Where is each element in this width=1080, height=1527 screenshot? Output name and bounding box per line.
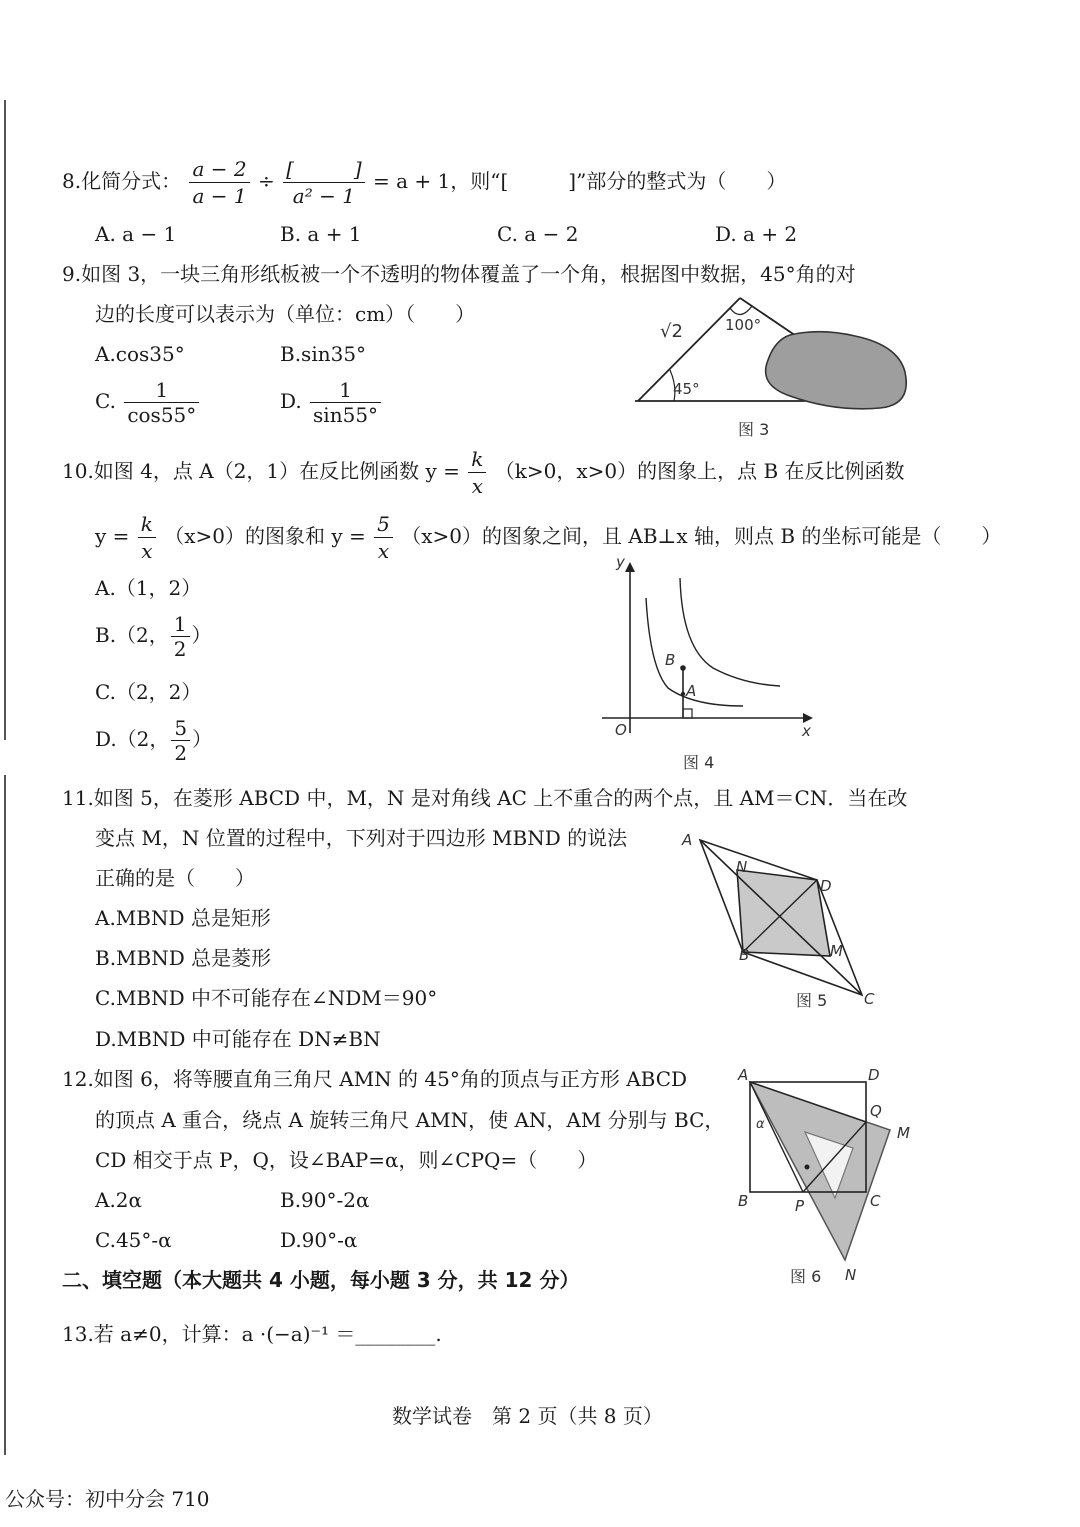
q8-f1-num: a − 2	[192, 157, 247, 181]
fig3-angle-left: 45°	[673, 380, 700, 398]
fig4-o-label: O	[615, 721, 627, 739]
q10-line-2-a: y =	[95, 524, 130, 548]
q9-option-d	[280, 378, 383, 427]
fig3-cover-blob	[766, 332, 907, 409]
q10-option-d-prefix: D.（2，	[95, 727, 170, 751]
q10-option-c: C.（2，2）	[95, 680, 202, 704]
q11-line-1: 11.如图 5，在菱形 ABCD 中，M，N 是对角线 AC 上不重合的两个点，且 AM＝CN．当在改	[62, 786, 908, 810]
section-2-title: 二、填空题（本大题共 4 小题，每小题 3 分，共 12 分）	[62, 1268, 580, 1292]
q13-line: 13.若 a≠0，计算：a ·(−a)⁻¹ ＝________.	[62, 1322, 442, 1346]
q11-line-2: 变点 M，N 位置的过程中，下列对于四边形 MBND 的说法	[95, 826, 628, 850]
q9-option-d-num: 1	[339, 378, 352, 402]
q12-option-c: C.45°-α	[95, 1228, 172, 1252]
q10-fraction-k-x-2	[138, 511, 156, 564]
fig4-y-label: y	[616, 553, 625, 571]
q9-option-c-num: 1	[155, 378, 169, 402]
fig4-x-label: x	[802, 722, 811, 740]
q10-option-a: A.（1，2）	[95, 576, 202, 600]
fig6-n-label: N	[845, 1266, 857, 1284]
q10-option-b-fraction	[171, 612, 190, 661]
q10-frac3-num: 5	[377, 512, 390, 536]
q10-line-1	[62, 444, 905, 499]
q8-fraction-1	[189, 156, 249, 209]
q11-option-b: B.MBND 总是菱形	[95, 946, 272, 970]
margin-line	[4, 100, 6, 740]
q10-option-b-prefix: B.（2，	[95, 623, 169, 647]
q9-line-1: 9.如图 3，一块三角形纸板被一个不透明的物体覆盖了一个角，根据图中数据，45°角的对	[62, 262, 856, 286]
fig6-a-label: A	[738, 1066, 749, 1084]
q8-eq: = a + 1，则“[ ]”部分的整式为（ ）	[373, 169, 787, 193]
q12-line-2: 的顶点 A 重合，绕点 A 旋转三角尺 AMN，使 AN，AM 分别与 BC，	[95, 1108, 725, 1132]
q10-option-b-den: 2	[171, 636, 190, 661]
fig6-d-label: D	[868, 1066, 880, 1084]
fig6-dot	[805, 1165, 810, 1170]
q10-line-2-c: （x>0）的图象之间，且 AB⊥x 轴，则点 B 的坐标可能是（ ）	[401, 524, 1002, 548]
fig5-m-label: M	[830, 942, 843, 960]
q8-option-b: B. a + 1	[280, 222, 362, 246]
fig6-b-label: B	[738, 1192, 749, 1210]
q10-fraction-5-x	[374, 511, 393, 564]
fig6-alpha-label: α	[756, 1117, 765, 1132]
q12-option-b: B.90°-2α	[280, 1188, 370, 1212]
q12-option-d: D.90°-α	[280, 1228, 358, 1252]
q11-option-d: D.MBND 中可能存在 DN≠BN	[95, 1027, 381, 1051]
q8-option-d: D. a + 2	[715, 222, 798, 246]
page-footer: 数学试卷 第 2 页（共 8 页）	[392, 1404, 663, 1428]
figure-6	[735, 1070, 915, 1270]
fig6-p-label: P	[795, 1197, 805, 1215]
fig5-n-label: N	[736, 858, 748, 876]
q11-option-c: C.MBND 中不可能存在∠NDM＝90°	[95, 986, 438, 1010]
fig4-y-arrow	[625, 562, 635, 572]
q8-prefix: 8.化简分式：	[62, 169, 182, 193]
fig5-a-label: A	[682, 831, 693, 849]
q12-line-3: CD 相交于点 P，Q，设∠BAP=α，则∠CPQ=（ ）	[95, 1148, 598, 1172]
fig5-c-label: C	[864, 990, 875, 1008]
q9-option-b: B.sin35°	[280, 342, 367, 366]
fig3-angle-top: 100°	[725, 316, 762, 334]
q9-option-d-den: sin55°	[310, 402, 381, 427]
fig6-caption: 图 6	[790, 1267, 822, 1286]
fig5-diagonal-ac	[700, 840, 862, 995]
fig5-caption: 图 5	[796, 991, 828, 1010]
figure-5	[690, 830, 890, 1005]
q9-option-c-fraction	[124, 378, 199, 427]
q10-frac3-den: x	[374, 537, 393, 564]
q10-option-d-den: 2	[171, 740, 190, 765]
q10-option-b	[95, 612, 212, 661]
q10-option-d-suffix: ）	[192, 727, 213, 751]
q10-option-b-num: 1	[173, 612, 187, 636]
q10-frac-den: x	[468, 472, 486, 499]
q9-line-2: 边的长度可以表示为（单位：cm）（ ）	[95, 302, 476, 326]
q9-option-d-prefix: D.	[280, 389, 302, 413]
fig3-side-label: √2	[660, 321, 683, 342]
fig4-right-angle	[683, 709, 692, 718]
q10-line-2	[95, 509, 1001, 564]
q9-option-c-prefix: C.	[95, 389, 116, 413]
q8-line	[62, 152, 786, 210]
fig4-point-b	[680, 665, 686, 671]
fig5-d-label: D	[820, 877, 832, 895]
q9-option-d-fraction	[310, 378, 381, 427]
q11-option-a: A.MBND 总是矩形	[95, 906, 271, 930]
q10-option-b-suffix: ）	[191, 623, 212, 647]
q10-option-d	[95, 716, 212, 765]
q10-option-d-fraction	[171, 716, 190, 765]
q8-f2-num: [ ]	[286, 157, 362, 181]
q10-frac2-num: k	[140, 512, 153, 536]
fig6-q-label: Q	[870, 1102, 882, 1120]
q9-option-c-den: cos55°	[124, 402, 199, 427]
fig5-b-label: B	[739, 946, 750, 964]
figure-4	[598, 558, 823, 738]
watermark-text: 公众号：初中分会 710	[5, 1487, 210, 1511]
fig3-arc-top	[730, 306, 752, 315]
fig4-b-label: B	[665, 651, 676, 669]
q12-line-1: 12.如图 6，将等腰直角三角尺 AMN 的 45°角的顶点与正方形 ABCD	[62, 1067, 688, 1091]
q10-fraction-k-x	[468, 446, 486, 499]
fig4-caption: 图 4	[683, 753, 715, 772]
q9-option-c	[95, 378, 201, 427]
q10-line-1-a: 10.如图 4，点 A（2，1）在反比例函数 y =	[62, 459, 460, 483]
q11-line-3: 正确的是（ ）	[95, 866, 255, 890]
fig6-c-label: C	[870, 1192, 881, 1210]
q12-option-a: A.2α	[95, 1188, 143, 1212]
fig3-caption: 图 3	[738, 420, 770, 439]
q10-frac-num: k	[471, 447, 484, 471]
q10-frac2-den: x	[138, 537, 156, 564]
q8-fraction-2	[283, 156, 365, 209]
q8-option-c: C. a − 2	[497, 222, 579, 246]
fig6-m-label: M	[897, 1124, 910, 1142]
figure-3	[630, 290, 920, 440]
fig4-curve-5	[680, 578, 780, 686]
fig4-a-label: A	[686, 682, 697, 700]
q8-option-a: A. a − 1	[95, 222, 177, 246]
q10-line-1-b: （k>0，x>0）的图象上，点 B 在反比例函数	[494, 459, 905, 483]
fig6-set-square	[750, 1082, 890, 1260]
q9-option-a: A.cos35°	[95, 342, 185, 366]
q10-option-d-num: 5	[174, 716, 188, 740]
q8-f1-den: a − 1	[189, 182, 249, 209]
q8-f2-den: a² − 1	[283, 182, 365, 209]
q8-div: ÷	[257, 169, 275, 193]
margin-line-lower	[4, 775, 6, 1455]
fig4-point-a	[681, 692, 685, 696]
q10-line-2-b: （x>0）的图象和 y =	[164, 524, 366, 548]
